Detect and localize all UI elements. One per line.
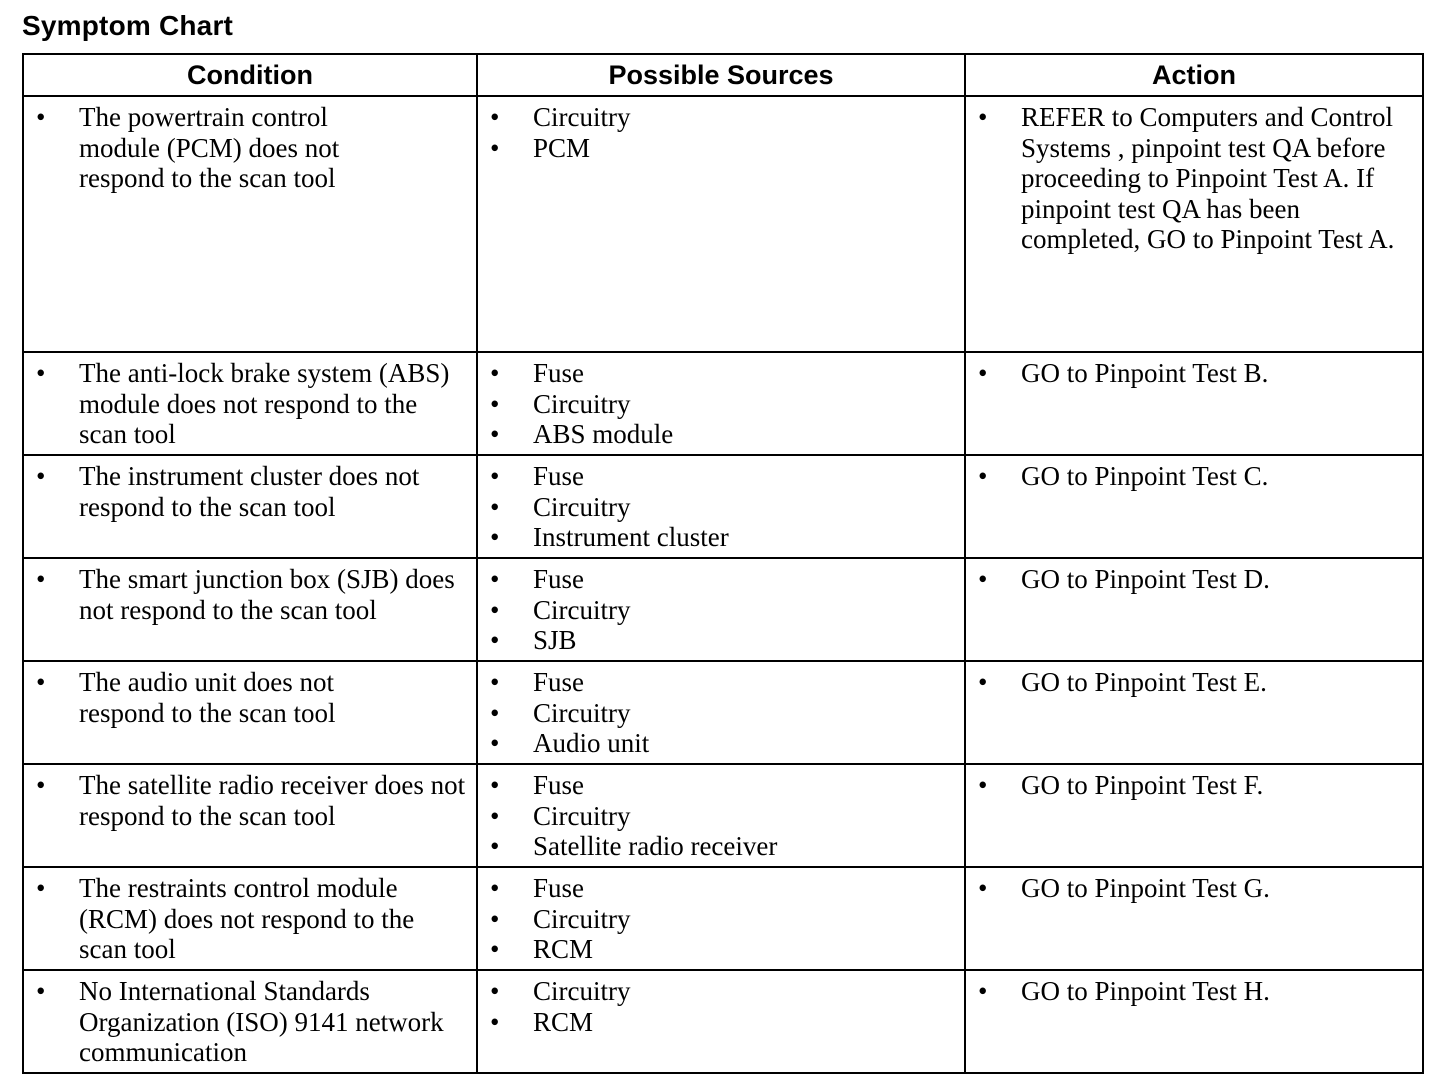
condition-text: • The powertrain control module (PCM) does not respond to the scan tool bbox=[24, 102, 468, 194]
source-item: • Circuitry bbox=[478, 102, 956, 133]
source-item: • Satellite radio receiver bbox=[478, 831, 956, 862]
condition-cell bbox=[23, 661, 477, 764]
source-item: • Audio unit bbox=[478, 728, 956, 759]
condition-text: • The smart junction box (SJB) does not respond to the scan tool bbox=[24, 564, 468, 625]
sources-cell bbox=[477, 352, 965, 455]
symptom-table bbox=[22, 53, 1424, 1074]
table-row bbox=[23, 455, 1423, 558]
source-item: • Circuitry bbox=[478, 976, 956, 1007]
source-item: • Circuitry bbox=[478, 698, 956, 729]
source-item: • Circuitry bbox=[478, 595, 956, 626]
source-item: • Fuse bbox=[478, 358, 956, 389]
source-item: • SJB bbox=[478, 625, 956, 656]
action-cell bbox=[965, 867, 1423, 970]
table-row bbox=[23, 661, 1423, 764]
action-cell bbox=[965, 558, 1423, 661]
source-item: • RCM bbox=[478, 1007, 956, 1038]
action-cell bbox=[965, 764, 1423, 867]
condition-cell bbox=[23, 764, 477, 867]
action-cell bbox=[965, 96, 1423, 352]
header-action: Action bbox=[965, 54, 1423, 96]
condition-cell bbox=[23, 558, 477, 661]
condition-cell bbox=[23, 96, 477, 352]
header-condition: Condition bbox=[23, 54, 477, 96]
table-row bbox=[23, 352, 1423, 455]
source-item: • Circuitry bbox=[478, 801, 956, 832]
source-item: • Circuitry bbox=[478, 904, 956, 935]
page-title: Symptom Chart bbox=[22, 10, 234, 41]
sources-cell bbox=[477, 661, 965, 764]
action-text: • GO to Pinpoint Test E. bbox=[966, 667, 1414, 698]
sources-cell bbox=[477, 970, 965, 1073]
source-item: • Fuse bbox=[478, 461, 956, 492]
sources-cell bbox=[477, 455, 965, 558]
source-item: • PCM bbox=[478, 133, 956, 164]
source-item: • Fuse bbox=[478, 667, 956, 698]
sources-cell bbox=[477, 764, 965, 867]
sources-cell bbox=[477, 558, 965, 661]
condition-cell bbox=[23, 352, 477, 455]
source-item: • ABS module bbox=[478, 419, 956, 450]
action-text: • GO to Pinpoint Test F. bbox=[966, 770, 1414, 801]
action-text: • GO to Pinpoint Test G. bbox=[966, 873, 1414, 904]
condition-text: • The satellite radio receiver does not respond to the scan tool bbox=[24, 770, 468, 831]
table-header-row bbox=[23, 54, 1423, 96]
action-text: • GO to Pinpoint Test C. bbox=[966, 461, 1414, 492]
condition-text: • The anti-lock brake system (ABS) module does not respond to the scan tool bbox=[24, 358, 468, 450]
sources-cell bbox=[477, 96, 965, 352]
source-item: • Fuse bbox=[478, 770, 956, 801]
table-row bbox=[23, 970, 1423, 1073]
condition-text: • No International Standards Organization (ISO) 9141 network communication bbox=[24, 976, 468, 1068]
action-cell bbox=[965, 661, 1423, 764]
sources-cell bbox=[477, 867, 965, 970]
source-item: • Circuitry bbox=[478, 389, 956, 420]
action-text: • GO to Pinpoint Test H. bbox=[966, 976, 1414, 1007]
action-text: • GO to Pinpoint Test D. bbox=[966, 564, 1414, 595]
condition-text: • The instrument cluster does not respond to the scan tool bbox=[24, 461, 468, 522]
header-possible-sources: Possible Sources bbox=[477, 54, 965, 96]
table-row bbox=[23, 96, 1423, 352]
action-cell bbox=[965, 352, 1423, 455]
source-item: • Fuse bbox=[478, 873, 956, 904]
table-row bbox=[23, 558, 1423, 661]
table-row bbox=[23, 867, 1423, 970]
action-text: • GO to Pinpoint Test B. bbox=[966, 358, 1414, 389]
condition-cell bbox=[23, 867, 477, 970]
condition-text: • The audio unit does not respond to the scan tool bbox=[24, 667, 468, 728]
table-row bbox=[23, 764, 1423, 867]
source-item: • Fuse bbox=[478, 564, 956, 595]
source-item: • Circuitry bbox=[478, 492, 956, 523]
action-cell bbox=[965, 970, 1423, 1073]
action-cell bbox=[965, 455, 1423, 558]
source-item: • Instrument cluster bbox=[478, 522, 956, 553]
condition-cell bbox=[23, 970, 477, 1073]
condition-cell bbox=[23, 455, 477, 558]
condition-text: • The restraints control module (RCM) does not respond to the scan tool bbox=[24, 873, 468, 965]
action-text: • REFER to Computers and Control Systems , pinpoint test QA before proceeding to Pinpoint Test A. If pinpoint test QA has been completed, GO to Pinpoint Test A. bbox=[966, 102, 1414, 255]
source-item: • RCM bbox=[478, 934, 956, 965]
